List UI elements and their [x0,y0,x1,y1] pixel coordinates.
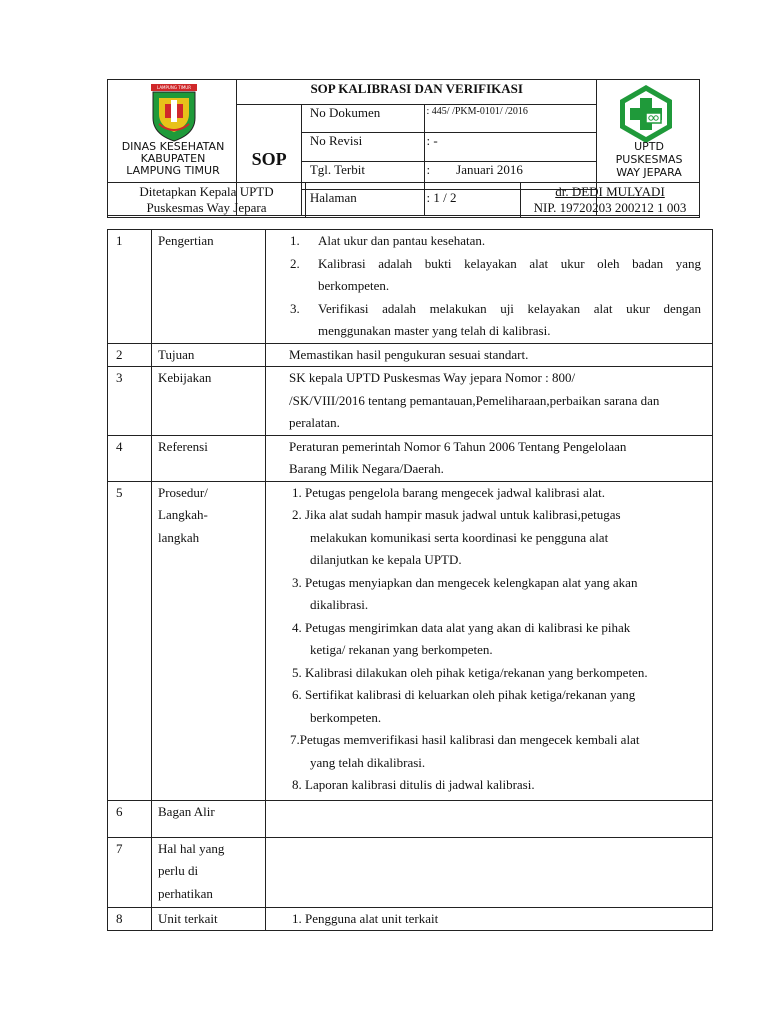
step-cont: melakukan komunikasi serta koordinasi ke pengguna alat [310,529,609,545]
row-number: 3 [108,367,152,436]
step: 4. Petugas mengirimkan data alat yang akan di kalibrasi ke pihak [292,619,631,635]
text-line: SK kepala UPTD Puskesmas Way jepara Nomor : 800/ [289,370,576,385]
step-cont: berkompeten. [310,709,382,725]
meta-value: : 1 / 2 [424,190,597,216]
meta-value: : 445/ /PKM-0101/ /2016 [424,104,597,132]
list-item-cont: menggunakan master yang telah di kalibrasi. [318,323,551,338]
step: 5. Kalibrasi dilakukan oleh pihak ketiga/rekanan yang berkompeten. [292,664,648,680]
meta-label: No Dokumen [301,104,424,132]
table-row [108,800,713,837]
row-title: Kebijakan [152,367,266,436]
right-org-line-2: PUSKESMAS [615,153,683,166]
signed-by [108,183,306,218]
title-line: Langkah- [158,507,208,522]
signed-by-line-1: Ditetapkan Kepala UPTD [139,184,274,199]
row-title: Pengertian [152,230,266,344]
meta-label: Halaman [301,190,424,216]
step-cont: dikalibrasi. [310,597,369,612]
step: 3. Petugas menyiapkan dan mengecek kelengkapan alat yang akan [292,574,638,590]
table-row [108,343,713,367]
row-number: 1 [108,230,152,344]
text-line: Peraturan pemerintah Nomor 6 Tahun 2006 Tentang Pengelolaan [289,438,627,454]
right-org-line-1: UPTD [634,140,664,153]
text-line: Barang Milik Negara/Daerah. [289,461,444,476]
row-content [266,800,713,837]
row-content: 1. Pengguna alat unit terkait [266,907,713,931]
text-line: /SK/VIII/2016 tentang pemantauan,Pemeliharaan,perbaikan sarana dan [289,392,660,408]
row-title: Bagan Alir [152,800,266,837]
title-line: perhatikan [158,885,213,901]
table-row [108,230,713,344]
table-row [108,907,713,931]
row-content [266,435,713,481]
meta-label: Tgl. Terbit [301,161,424,189]
step: 6. Sertifikat kalibrasi di keluarkan oleh pihak ketiga/rekanan yang [292,687,636,702]
meta-label: No Revisi [301,133,424,161]
signature-row [107,182,700,218]
sop-label: SOP [237,104,301,215]
meta-value: : - [424,133,597,161]
meta-value: : Januari 2016 [424,161,597,189]
table-row [108,481,713,800]
signer-name: dr. DEDI MULYADI [555,184,665,199]
signer-nip: NIP. 19720203 200212 1 003 [533,200,687,215]
row-content [266,230,713,344]
sop-content-table [107,229,713,931]
row-title [152,837,266,907]
signer [521,183,700,218]
title-line: langkah [158,529,200,545]
table-row [108,837,713,907]
list-item-cont: berkompeten. [318,278,390,293]
org-line-1: DINAS KESEHATAN [121,140,225,153]
lampung-timur-emblem-icon [149,84,199,142]
row-content [266,837,713,907]
row-title: Referensi [152,435,266,481]
org-line-2: KABUPATEN [140,152,206,165]
row-title: Unit terkait [152,907,266,931]
row-content: Memastikan hasil pengukuran sesuai standart. [266,343,713,367]
title-line: Hal hal yang [158,840,225,856]
row-title: Tujuan [152,343,266,367]
step-cont: ketiga/ rekanan yang berkompeten. [310,642,493,657]
list-item: 2. Kalibrasi adalah bukti kelayakan alat ukur oleh badan yang [290,255,701,271]
logo-banner-text: LAMPUNG TIMUR [157,85,191,90]
title-line: perlu di [158,863,199,878]
list-item: 1. Alat ukur dan pantau kesehatan. [290,233,486,248]
text-line: peralatan. [289,415,340,430]
step-cont: yang telah dikalibrasi. [310,754,426,770]
step: 2. Jika alat sudah hampir masuk jadwal untuk kalibrasi,petugas [292,507,621,522]
right-org-line-3: WAY JEPARA [616,166,682,179]
row-number: 8 [108,907,152,931]
row-number: 6 [108,800,152,837]
table-row [108,367,713,436]
signature-blank [306,183,521,218]
row-number: 5 [108,481,152,800]
step: 1. Petugas pengelola barang mengecek jadwal kalibrasi alat. [292,484,605,500]
row-content [266,481,713,800]
puskesmas-logo-icon [615,83,677,145]
row-number: 2 [108,343,152,367]
doc-title: SOP KALIBRASI DAN VERIFIKASI [237,80,597,105]
step-cont: dilanjutkan ke kepala UPTD. [310,552,462,567]
step: 7.Petugas memverifikasi hasil kalibrasi dan mengecek kembali alat [290,732,640,747]
step: 8. Laporan kalibrasi ditulis di jadwal kalibrasi. [292,777,535,792]
row-content [266,367,713,436]
list-item: 3. Verifikasi adalah melakukan uji kelayakan alat ukur dengan [290,300,701,316]
table-row [108,435,713,481]
signed-by-line-2: Puskesmas Way Jepara [146,200,267,215]
row-number: 7 [108,837,152,907]
row-number: 4 [108,435,152,481]
title-line: Prosedur/ [158,484,208,500]
row-title [152,481,266,800]
org-line-3: LAMPUNG TIMUR [126,164,220,177]
